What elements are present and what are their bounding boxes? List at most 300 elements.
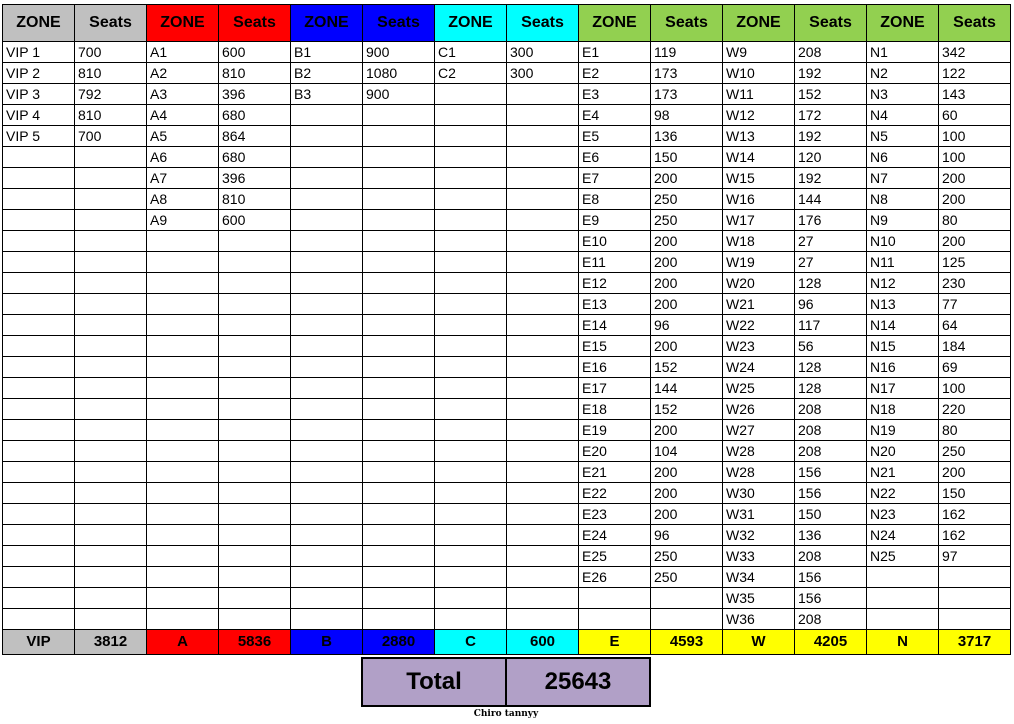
seats-cell: 192 — [795, 168, 867, 189]
zone-cell: B2 — [291, 63, 363, 84]
seats-cell — [363, 357, 435, 378]
zone-cell — [147, 252, 219, 273]
w-subtotal: 4205 — [795, 630, 867, 655]
table-row — [3, 336, 1011, 357]
seats-cell: 152 — [651, 357, 723, 378]
seats-cell — [75, 525, 147, 546]
zone-cell — [291, 336, 363, 357]
zone-cell — [147, 609, 219, 630]
zone-cell — [291, 399, 363, 420]
seats-cell: 300 — [507, 42, 579, 63]
zone-cell — [291, 231, 363, 252]
table-row — [3, 504, 1011, 525]
seats-cell: 80 — [939, 420, 1011, 441]
zone-cell: W18 — [723, 231, 795, 252]
seats-cell — [219, 336, 291, 357]
seats-cell — [75, 441, 147, 462]
zone-cell: N20 — [867, 441, 939, 462]
seats-cell — [219, 462, 291, 483]
zone-cell: A5 — [147, 126, 219, 147]
zone-cell: E7 — [579, 168, 651, 189]
table-row — [3, 483, 1011, 504]
zone-cell: N7 — [867, 168, 939, 189]
seats-cell: 125 — [939, 252, 1011, 273]
zone-cell: W12 — [723, 105, 795, 126]
seats-cell — [363, 462, 435, 483]
zone-cell: N22 — [867, 483, 939, 504]
zone-cell: W9 — [723, 42, 795, 63]
zone-cell: W24 — [723, 357, 795, 378]
seats-cell — [219, 252, 291, 273]
seats-cell: 200 — [939, 462, 1011, 483]
seats-cell — [939, 567, 1011, 588]
zone-cell — [291, 189, 363, 210]
zone-cell — [147, 546, 219, 567]
seats-cell — [363, 189, 435, 210]
zone-cell: N13 — [867, 294, 939, 315]
table-row — [3, 399, 1011, 420]
seats-cell: 96 — [651, 525, 723, 546]
zone-cell: E25 — [579, 546, 651, 567]
seats-cell: 150 — [939, 483, 1011, 504]
seats-cell: 136 — [651, 126, 723, 147]
seats-cell — [507, 399, 579, 420]
seats-cell: 150 — [795, 504, 867, 525]
seats-cell: 60 — [939, 105, 1011, 126]
zone-cell — [3, 525, 75, 546]
seats-cell: 136 — [795, 525, 867, 546]
seats-cell — [363, 441, 435, 462]
zone-cell: E18 — [579, 399, 651, 420]
zone-cell — [3, 210, 75, 231]
zone-cell: N21 — [867, 462, 939, 483]
seats-cell — [219, 378, 291, 399]
seats-cell — [507, 273, 579, 294]
zone-cell — [435, 315, 507, 336]
zone-cell: VIP 1 — [3, 42, 75, 63]
zone-cell: A8 — [147, 189, 219, 210]
subtotal-row — [3, 630, 1011, 655]
seats-cell: 128 — [795, 273, 867, 294]
seats-cell — [363, 336, 435, 357]
table-row — [3, 105, 1011, 126]
zone-cell: C2 — [435, 63, 507, 84]
zone-cell: N17 — [867, 378, 939, 399]
seats-cell — [75, 315, 147, 336]
seats-cell: 100 — [939, 378, 1011, 399]
zone-cell: N4 — [867, 105, 939, 126]
seats-cell: 80 — [939, 210, 1011, 231]
seats-cell — [219, 231, 291, 252]
seats-cell — [363, 483, 435, 504]
b-subtotal: 2880 — [363, 630, 435, 655]
seats-cell — [75, 147, 147, 168]
seats-cell — [219, 609, 291, 630]
n-subtotal-label: N — [867, 630, 939, 655]
seats-cell: 208 — [795, 609, 867, 630]
seats-cell — [507, 189, 579, 210]
seats-cell — [363, 210, 435, 231]
table-row — [3, 567, 1011, 588]
zone-cell: E20 — [579, 441, 651, 462]
zone-cell: N9 — [867, 210, 939, 231]
grand-total-box — [361, 657, 651, 707]
zone-cell: E4 — [579, 105, 651, 126]
seats-cell — [75, 399, 147, 420]
seats-cell — [363, 546, 435, 567]
seats-cell — [507, 210, 579, 231]
table-row — [3, 63, 1011, 84]
seats-cell: 208 — [795, 399, 867, 420]
zone-cell — [435, 504, 507, 525]
zone-cell — [147, 273, 219, 294]
seats-cell — [507, 315, 579, 336]
a-subtotal-label: A — [147, 630, 219, 655]
n-zone-header: ZONE — [867, 5, 939, 42]
zone-cell — [435, 210, 507, 231]
seats-cell: 700 — [75, 126, 147, 147]
a-seats-header: Seats — [219, 5, 291, 42]
zone-cell — [3, 231, 75, 252]
zone-cell — [3, 609, 75, 630]
zone-cell — [579, 609, 651, 630]
zone-cell — [435, 273, 507, 294]
zone-cell — [291, 357, 363, 378]
vip-subtotal: 3812 — [75, 630, 147, 655]
seats-cell — [75, 567, 147, 588]
seats-cell — [75, 189, 147, 210]
seats-cell: 810 — [219, 189, 291, 210]
seats-cell: 117 — [795, 315, 867, 336]
seats-cell: 250 — [651, 189, 723, 210]
table-row — [3, 546, 1011, 567]
seats-cell — [507, 357, 579, 378]
zone-cell — [147, 504, 219, 525]
seats-cell — [75, 336, 147, 357]
zone-cell: N5 — [867, 126, 939, 147]
seats-cell — [507, 567, 579, 588]
zone-cell — [147, 378, 219, 399]
seats-cell: 96 — [651, 315, 723, 336]
seats-cell: 208 — [795, 42, 867, 63]
zone-cell — [291, 126, 363, 147]
zone-cell — [435, 588, 507, 609]
seats-cell — [75, 210, 147, 231]
seats-cell — [75, 462, 147, 483]
zone-cell — [3, 189, 75, 210]
zone-cell — [147, 294, 219, 315]
zone-cell: A3 — [147, 84, 219, 105]
table-row — [3, 273, 1011, 294]
seats-cell — [363, 315, 435, 336]
seating-body — [3, 42, 1011, 630]
seats-cell: 300 — [507, 63, 579, 84]
zone-cell — [3, 462, 75, 483]
seats-cell: 200 — [651, 231, 723, 252]
zone-cell — [291, 420, 363, 441]
zone-cell — [435, 84, 507, 105]
seats-cell — [363, 147, 435, 168]
seats-cell: 128 — [795, 357, 867, 378]
seats-cell: 600 — [219, 42, 291, 63]
seats-cell — [363, 588, 435, 609]
seats-cell: 152 — [651, 399, 723, 420]
seats-cell: 200 — [651, 420, 723, 441]
zone-cell: W17 — [723, 210, 795, 231]
zone-cell: N25 — [867, 546, 939, 567]
zone-cell: E26 — [579, 567, 651, 588]
c-subtotal: 600 — [507, 630, 579, 655]
zone-cell — [435, 147, 507, 168]
zone-cell — [3, 378, 75, 399]
seats-cell: 98 — [651, 105, 723, 126]
seats-cell — [507, 105, 579, 126]
seats-cell: 176 — [795, 210, 867, 231]
zone-cell: W14 — [723, 147, 795, 168]
seats-cell — [75, 273, 147, 294]
zone-cell: W35 — [723, 588, 795, 609]
seats-cell: 250 — [651, 567, 723, 588]
table-row — [3, 210, 1011, 231]
zone-cell — [147, 462, 219, 483]
seats-cell — [219, 546, 291, 567]
seats-cell: 96 — [795, 294, 867, 315]
seats-cell — [363, 273, 435, 294]
zone-cell — [867, 609, 939, 630]
zone-cell — [291, 105, 363, 126]
seats-cell: 156 — [795, 462, 867, 483]
seats-cell — [651, 609, 723, 630]
seats-cell — [219, 504, 291, 525]
seats-cell: 100 — [939, 126, 1011, 147]
zone-cell: W27 — [723, 420, 795, 441]
seats-cell — [75, 420, 147, 441]
seats-cell: 208 — [795, 441, 867, 462]
vip-subtotal-label: VIP — [3, 630, 75, 655]
seats-cell: 396 — [219, 84, 291, 105]
zone-cell: W31 — [723, 504, 795, 525]
seats-cell — [507, 231, 579, 252]
zone-cell — [147, 315, 219, 336]
zone-cell — [435, 546, 507, 567]
seats-cell: 172 — [795, 105, 867, 126]
zone-cell: N14 — [867, 315, 939, 336]
seats-cell — [507, 168, 579, 189]
n-seats-header: Seats — [939, 5, 1011, 42]
a-zone-header: ZONE — [147, 5, 219, 42]
seats-cell — [363, 420, 435, 441]
seats-cell — [363, 567, 435, 588]
seats-cell: 250 — [651, 210, 723, 231]
seats-cell — [219, 399, 291, 420]
zone-cell: E16 — [579, 357, 651, 378]
zone-cell: W33 — [723, 546, 795, 567]
zone-cell — [291, 273, 363, 294]
c-subtotal-label: C — [435, 630, 507, 655]
n-subtotal: 3717 — [939, 630, 1011, 655]
seats-cell — [507, 420, 579, 441]
zone-cell — [291, 546, 363, 567]
seats-cell: 900 — [363, 42, 435, 63]
table-row — [3, 315, 1011, 336]
zone-cell — [435, 189, 507, 210]
zone-cell — [3, 273, 75, 294]
table-row — [3, 126, 1011, 147]
seats-cell — [507, 483, 579, 504]
seats-cell — [219, 273, 291, 294]
zone-cell — [147, 567, 219, 588]
zone-cell: E5 — [579, 126, 651, 147]
seats-cell — [507, 378, 579, 399]
seats-cell — [219, 420, 291, 441]
seats-cell: 144 — [795, 189, 867, 210]
zone-cell: W20 — [723, 273, 795, 294]
seats-cell: 162 — [939, 504, 1011, 525]
zone-cell: W23 — [723, 336, 795, 357]
seats-cell: 1080 — [363, 63, 435, 84]
zone-cell: W15 — [723, 168, 795, 189]
zone-cell: W34 — [723, 567, 795, 588]
zone-cell — [435, 294, 507, 315]
seats-cell — [75, 504, 147, 525]
e-zone-header: ZONE — [579, 5, 651, 42]
zone-cell: W21 — [723, 294, 795, 315]
zone-cell: A2 — [147, 63, 219, 84]
zone-cell: A1 — [147, 42, 219, 63]
zone-cell: A4 — [147, 105, 219, 126]
author-credit: Chiro tannyy — [473, 709, 539, 719]
seats-cell — [507, 441, 579, 462]
zone-cell: W11 — [723, 84, 795, 105]
zone-cell — [147, 420, 219, 441]
table-row — [3, 84, 1011, 105]
seats-cell: 184 — [939, 336, 1011, 357]
seats-cell: 120 — [795, 147, 867, 168]
seats-cell — [219, 441, 291, 462]
seats-cell — [75, 378, 147, 399]
zone-cell — [291, 147, 363, 168]
seats-cell: 250 — [939, 441, 1011, 462]
table-row — [3, 42, 1011, 63]
zone-cell — [435, 441, 507, 462]
seats-cell — [363, 105, 435, 126]
seats-cell — [75, 357, 147, 378]
table-row — [3, 231, 1011, 252]
seats-cell: 100 — [939, 147, 1011, 168]
seats-cell: 173 — [651, 63, 723, 84]
zone-cell: N19 — [867, 420, 939, 441]
seats-cell — [507, 588, 579, 609]
seats-cell: 128 — [795, 378, 867, 399]
zone-cell — [435, 609, 507, 630]
seats-cell: 27 — [795, 252, 867, 273]
zone-cell: E11 — [579, 252, 651, 273]
zone-cell: E22 — [579, 483, 651, 504]
zone-cell — [291, 315, 363, 336]
seats-cell — [363, 294, 435, 315]
seats-cell — [363, 525, 435, 546]
zone-cell: N16 — [867, 357, 939, 378]
seats-cell: 200 — [651, 168, 723, 189]
table-row — [3, 189, 1011, 210]
zone-cell: E9 — [579, 210, 651, 231]
seats-cell: 200 — [939, 168, 1011, 189]
table-row — [3, 357, 1011, 378]
zone-cell — [579, 588, 651, 609]
zone-cell — [147, 525, 219, 546]
seats-cell — [363, 231, 435, 252]
zone-cell: A7 — [147, 168, 219, 189]
table-row — [3, 441, 1011, 462]
seats-cell: 200 — [651, 483, 723, 504]
zone-cell: N12 — [867, 273, 939, 294]
zone-cell: W25 — [723, 378, 795, 399]
seats-cell: 680 — [219, 105, 291, 126]
c-zone-header: ZONE — [435, 5, 507, 42]
zone-cell — [435, 462, 507, 483]
a-subtotal: 5836 — [219, 630, 291, 655]
seats-cell — [363, 504, 435, 525]
zone-cell — [435, 105, 507, 126]
b-zone-header: ZONE — [291, 5, 363, 42]
seats-cell: 220 — [939, 399, 1011, 420]
zone-cell: N1 — [867, 42, 939, 63]
zone-cell: N6 — [867, 147, 939, 168]
seats-cell — [219, 567, 291, 588]
zone-cell: W30 — [723, 483, 795, 504]
zone-cell: A6 — [147, 147, 219, 168]
zone-cell — [435, 378, 507, 399]
b-subtotal-label: B — [291, 630, 363, 655]
zone-cell — [147, 231, 219, 252]
seats-cell: 143 — [939, 84, 1011, 105]
seats-cell: 122 — [939, 63, 1011, 84]
table-row — [3, 147, 1011, 168]
zone-cell — [291, 504, 363, 525]
zone-cell: E15 — [579, 336, 651, 357]
zone-cell: W26 — [723, 399, 795, 420]
e-subtotal-label: E — [579, 630, 651, 655]
zone-cell — [435, 252, 507, 273]
seats-cell: 200 — [651, 273, 723, 294]
zone-cell — [3, 252, 75, 273]
zone-cell — [435, 126, 507, 147]
seats-cell — [75, 252, 147, 273]
table-row — [3, 252, 1011, 273]
seats-cell — [219, 315, 291, 336]
zone-cell — [3, 483, 75, 504]
zone-cell — [3, 336, 75, 357]
seats-cell: 200 — [939, 231, 1011, 252]
zone-cell — [435, 231, 507, 252]
zone-cell: E2 — [579, 63, 651, 84]
zone-cell — [435, 168, 507, 189]
zone-cell — [435, 525, 507, 546]
seats-cell: 680 — [219, 147, 291, 168]
zone-cell — [3, 420, 75, 441]
seats-cell: 208 — [795, 546, 867, 567]
seats-cell — [651, 588, 723, 609]
zone-cell — [3, 441, 75, 462]
seats-cell: 192 — [795, 63, 867, 84]
e-seats-header: Seats — [651, 5, 723, 42]
seats-cell: 64 — [939, 315, 1011, 336]
zone-cell — [147, 399, 219, 420]
seats-cell — [507, 525, 579, 546]
zone-cell — [291, 567, 363, 588]
table-row — [3, 609, 1011, 630]
seats-cell — [507, 84, 579, 105]
